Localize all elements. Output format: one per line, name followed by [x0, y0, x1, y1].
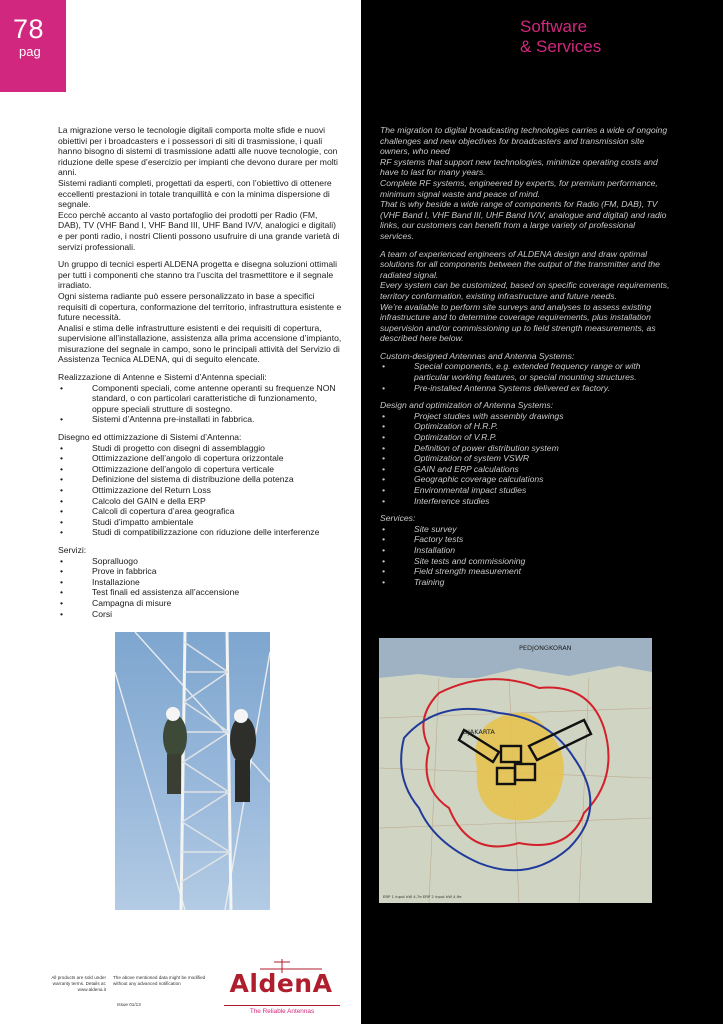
map-place-label-top: PEDJONGKORAN: [519, 644, 572, 652]
text-line: The migration to digital broadcasting technologies carries a wide of ongoing challenges and new objectives for broadcasters and transmission site owners, who need: [380, 125, 668, 157]
list-item: • Optimization of H.R.P.: [380, 421, 670, 432]
list-item: • Site survey: [380, 524, 670, 535]
italian-intro-paragraph: [58, 125, 342, 252]
italian-design-heading: Disegno ed ottimizzazione di Sistemi d’Antenna:: [58, 432, 242, 443]
list-item: • Definition of power distribution system: [380, 443, 670, 454]
text-line: That is why beside a wide range of components for Radio (FM, DAB), TV (VHF Band I, VHF Band III, UHF Band IV/V, analogue and digital) and radio links, our customers can benefit from a large variety of professional services.: [380, 199, 667, 241]
list-item: • Definizione del sistema di distribuzione della potenza: [58, 474, 342, 485]
italian-antennas-list: [58, 383, 342, 425]
english-services-list: [380, 524, 670, 588]
list-item: • Interference studies: [380, 496, 670, 507]
logo-tagline: The Reliable Antennas: [224, 1005, 340, 1015]
list-item: • Prove in fabbrica: [58, 566, 342, 577]
text-line: Analisi e stima delle infrastrutture esistenti e dei requisiti di copertura, supervisione all’installazione, assistenza alla prima accensione d’impianto, misurazione del segnale in campo, sono le principali attività del Servizio di Assistenza Tecnica ALDENA, qui di seguito elencate.: [58, 322, 342, 365]
list-item: • Studi di progetto con disegni di assemblaggio: [58, 443, 342, 454]
italian-antennas-heading: Realizzazione di Antenne e Sistemi d’Antenna speciali:: [58, 372, 267, 383]
list-item: • GAIN and ERP calculations: [380, 464, 670, 475]
list-item: • Ottimizzazione dell’angolo di copertura verticale: [58, 464, 342, 475]
list-item: • Ottimizzazione del Return Loss: [58, 485, 342, 496]
page-number-box: [0, 0, 66, 92]
list-item: • Geographic coverage calculations: [380, 474, 670, 485]
list-item: • Test finali ed assistenza all’accensione: [58, 587, 342, 598]
map-legend: ERP 1 input kW 4.7e ERP 2 input kW 4.9e: [383, 894, 462, 899]
tower-technicians-photo: [115, 632, 270, 910]
italian-services-heading: Servizi:: [58, 544, 87, 555]
english-services-heading: Services:: [380, 513, 416, 524]
data-change-disclaimer: The above mentioned data might be modified without any advanced notification: [113, 975, 206, 986]
section-title-line-2: & Services: [520, 37, 602, 56]
text-line: La migrazione verso le tecnologie digitali comporta molte sfide e nuovi obiettivi per i broadcasters e i possessori di siti di trasmissione, i quali hanno bisogno di sistemi di trasmissione adatti alle nuove tecnologie, con riduzione delle spese d’esercizio per impianti che devono durare per molti anni.: [58, 125, 338, 178]
section-title-line-1: Software: [520, 17, 588, 36]
warranty-disclaimer: All products are sold under warranty terms. Details at: www.aldena.it: [51, 975, 106, 992]
list-item: • Componenti speciali, come antenne operanti su frequenze NON standard, o con particolari caratteristiche di funzionamento, oppure speciali strutture di sostegno.: [58, 383, 342, 415]
list-item: • Field strength measurement: [380, 566, 670, 577]
english-design-heading: Design and optimization of Antenna Systems:: [380, 400, 554, 411]
list-item: • Optimization of V.R.P.: [380, 432, 670, 443]
list-item: • Calcolo del GAIN e della ERP: [58, 496, 342, 507]
list-item: • Studi di compatibilizzazione con riduzione delle interferenze: [58, 527, 342, 538]
list-item: • Training: [380, 577, 670, 588]
text-line: Sistemi radianti completi, progettati da esperti, con l’obiettivo di ottenere eccellenti prestazioni in totale tranquillità e con la minima dispersione di segnale.: [58, 177, 332, 210]
section-title: [520, 17, 601, 57]
page-label: pag: [19, 44, 41, 59]
list-item: • Studi d’impatto ambientale: [58, 517, 342, 528]
list-item: • Site tests and commissioning: [380, 556, 670, 567]
text-line: Un gruppo di tecnici esperti ALDENA progetta e disegna soluzioni ottimali per tutti i componenti che stanno tra l’uscita del trasmettitore e il segnale irradiato.: [58, 259, 337, 291]
list-item: • Installazione: [58, 577, 342, 588]
text-line: We’re available to perform site surveys and analyses to assess existing infrastructure and to determine coverage requirements, plus installation supervision and/or commissioning up to field strength measurements, as described here below.: [380, 301, 656, 344]
list-item: • Calcoli di copertura d’area geografica: [58, 506, 342, 517]
english-antennas-heading: Custom-designed Antennas and Antenna Systems:: [380, 350, 575, 361]
english-text-column: [380, 125, 670, 594]
list-item: • Special components, e.g. extended frequency range or with particular working features, or special mounting structures.: [380, 361, 670, 382]
text-line: Complete RF systems, engineered by experts, for premium performance, minimum signal waste and peace of mind.: [380, 177, 658, 199]
english-design-list: [380, 411, 670, 506]
text-line: RF systems that support new technologies, minimize operating costs and have to last for many years.: [380, 156, 658, 178]
logo-wordmark: AldenA: [229, 969, 333, 998]
text-line: Every system can be customized, based on specific coverage requirements, territory conformation, existing infrastructure and future needs.: [380, 280, 670, 301]
list-item: • Project studies with assembly drawings: [380, 411, 670, 422]
list-item: • Installation: [380, 545, 670, 556]
map-place-label-center: DJAKARTA: [463, 728, 495, 736]
list-item: • Factory tests: [380, 534, 670, 545]
list-item: • Campagna di misure: [58, 598, 342, 609]
list-item: • Ottimizzazione dell’angolo di copertura orizzontale: [58, 453, 342, 464]
text-line: Ecco perchè accanto al vasto portafoglio dei prodotti per Radio (FM, DAB), TV (VHF Band I, VHF Band III, UHF Band IV/V, analogici e digitali) e per ponti radio, i nostri Clienti possono usufruire di una grande varietà di servizi professionali.: [58, 209, 340, 252]
italian-design-list: [58, 443, 342, 538]
italian-text-column: [58, 125, 342, 626]
coverage-map-drawing: [379, 638, 652, 903]
list-item: • Sistemi d’Antenna pre-installati in fabbrica.: [58, 414, 342, 425]
english-intro-paragraph: [380, 125, 670, 242]
aldena-logo: [222, 957, 342, 1017]
italian-team-paragraph: [58, 259, 342, 365]
list-item: • Optimization of system VSWR: [380, 453, 670, 464]
italian-services-list: [58, 556, 342, 620]
english-team-paragraph: [380, 249, 670, 344]
page-number: 78: [13, 14, 45, 44]
tower-illustration: [115, 632, 270, 910]
issue-number: Issue 01/13: [117, 1002, 141, 1007]
text-line: Ogni sistema radiante può essere personalizzato in base a specifici requisiti di copertura, conformazione del territorio, infrastruttura esistente e future necessità.: [58, 290, 342, 323]
list-item: • Pre-installed Antenna Systems delivered ex factory.: [380, 383, 670, 394]
list-item: • Corsi: [58, 609, 342, 620]
coverage-map: [379, 638, 652, 903]
english-antennas-list: [380, 361, 670, 393]
list-item: • Environmental impact studies: [380, 485, 670, 496]
list-item: • Sopralluogo: [58, 556, 342, 567]
text-line: A team of experienced engineers of ALDENA design and draw optimal solutions for all components between the output of the transmitter and the radiated signal.: [380, 248, 660, 280]
